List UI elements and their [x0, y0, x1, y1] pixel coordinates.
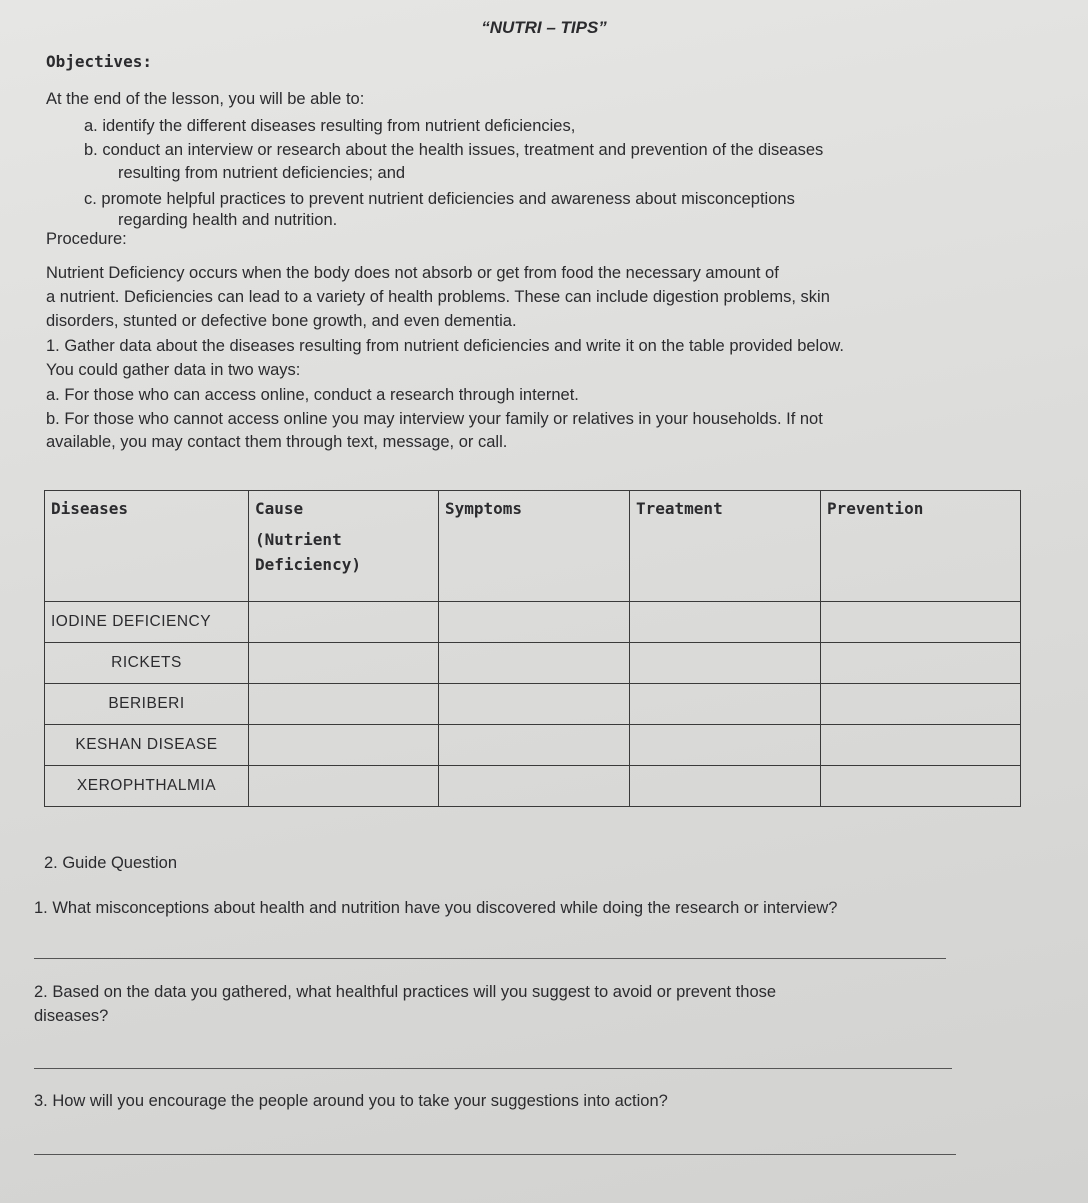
treatment-cell[interactable] [630, 602, 821, 643]
procedure-way-b-line1: b. For those who cannot access online you may interview your family or relatives in your households. If not [46, 410, 823, 428]
objectives-intro: At the end of the lesson, you will be able to: [46, 90, 365, 108]
procedure-paragraph-line2: a nutrient. Deficiencies can lead to a variety of health problems. These can include digestion problems, skin [46, 288, 830, 306]
prevention-cell[interactable] [821, 725, 1021, 766]
prevention-cell[interactable] [821, 643, 1021, 684]
procedure-way-b-line2: available, you may contact them through text, message, or call. [46, 433, 508, 451]
table-header-row [45, 491, 1021, 602]
header-diseases: Diseases [45, 491, 249, 602]
cause-cell[interactable] [249, 725, 439, 766]
procedure-paragraph-line1: Nutrient Deficiency occurs when the body does not absorb or get from food the necessary amount of [46, 264, 779, 282]
symptoms-cell[interactable] [439, 725, 630, 766]
objective-b-line2: resulting from nutrient deficiencies; and [118, 164, 406, 182]
symptoms-cell[interactable] [439, 643, 630, 684]
prevention-cell[interactable] [821, 684, 1021, 725]
header-cause-line3: Deficiency) [255, 555, 361, 574]
cause-cell[interactable] [249, 602, 439, 643]
header-treatment: Treatment [630, 491, 821, 602]
answer-line-2[interactable] [34, 1068, 952, 1069]
procedure-ways: You could gather data in two ways: [46, 361, 301, 379]
treatment-cell[interactable] [630, 725, 821, 766]
table-row [45, 602, 1021, 643]
symptoms-cell[interactable] [439, 602, 630, 643]
symptoms-cell[interactable] [439, 766, 630, 807]
table-row [45, 725, 1021, 766]
procedure-heading: Procedure: [46, 230, 127, 248]
cause-cell[interactable] [249, 643, 439, 684]
header-symptoms: Symptoms [439, 491, 630, 602]
objective-c-line1: c. promote helpful practices to prevent nutrient deficiencies and awareness about misconceptions [84, 190, 795, 208]
procedure-step-1: 1. Gather data about the diseases resulting from nutrient deficiencies and write it on the table provided below. [46, 337, 844, 355]
worksheet-title: “NUTRI – TIPS” [481, 18, 607, 37]
treatment-cell[interactable] [630, 766, 821, 807]
treatment-cell[interactable] [630, 643, 821, 684]
header-cause-line1: Cause [255, 499, 304, 518]
cause-cell[interactable] [249, 766, 439, 807]
header-cause [249, 491, 439, 602]
prevention-cell[interactable] [821, 602, 1021, 643]
objective-a: a. identify the different diseases resulting from nutrient deficiencies, [84, 117, 576, 135]
objectives-heading: Objectives: [46, 52, 152, 71]
answer-line-3[interactable] [34, 1154, 956, 1155]
table-row [45, 684, 1021, 725]
guide-question-1: 1. What misconceptions about health and nutrition have you discovered while doing the research or interview? [34, 899, 838, 917]
symptoms-cell[interactable] [439, 684, 630, 725]
disease-cell: RICKETS [45, 643, 249, 684]
table-row [45, 766, 1021, 807]
table-row [45, 643, 1021, 684]
procedure-way-a: a. For those who can access online, conduct a research through internet. [46, 386, 579, 404]
disease-cell: XEROPHTHALMIA [45, 766, 249, 807]
header-cause-line2: (Nutrient [255, 530, 342, 549]
guide-question-heading: 2. Guide Question [44, 854, 177, 872]
guide-question-2-line2: diseases? [34, 1007, 109, 1025]
header-prevention: Prevention [821, 491, 1021, 602]
disease-cell: IODINE DEFICIENCY [45, 602, 249, 643]
procedure-paragraph-line3: disorders, stunted or defective bone growth, and even dementia. [46, 312, 517, 330]
guide-question-2-line1: 2. Based on the data you gathered, what healthful practices will you suggest to avoid or prevent those [34, 983, 777, 1001]
answer-line-1[interactable] [34, 958, 946, 959]
objective-b-line1: b. conduct an interview or research about the health issues, treatment and prevention of the diseases [84, 141, 824, 159]
objective-c-line2: regarding health and nutrition. [118, 211, 338, 229]
guide-question-3: 3. How will you encourage the people around you to take your suggestions into action? [34, 1092, 668, 1110]
cause-cell[interactable] [249, 684, 439, 725]
disease-cell: BERIBERI [45, 684, 249, 725]
disease-cell: KESHAN DISEASE [45, 725, 249, 766]
treatment-cell[interactable] [630, 684, 821, 725]
deficiency-table [44, 490, 1021, 807]
prevention-cell[interactable] [821, 766, 1021, 807]
